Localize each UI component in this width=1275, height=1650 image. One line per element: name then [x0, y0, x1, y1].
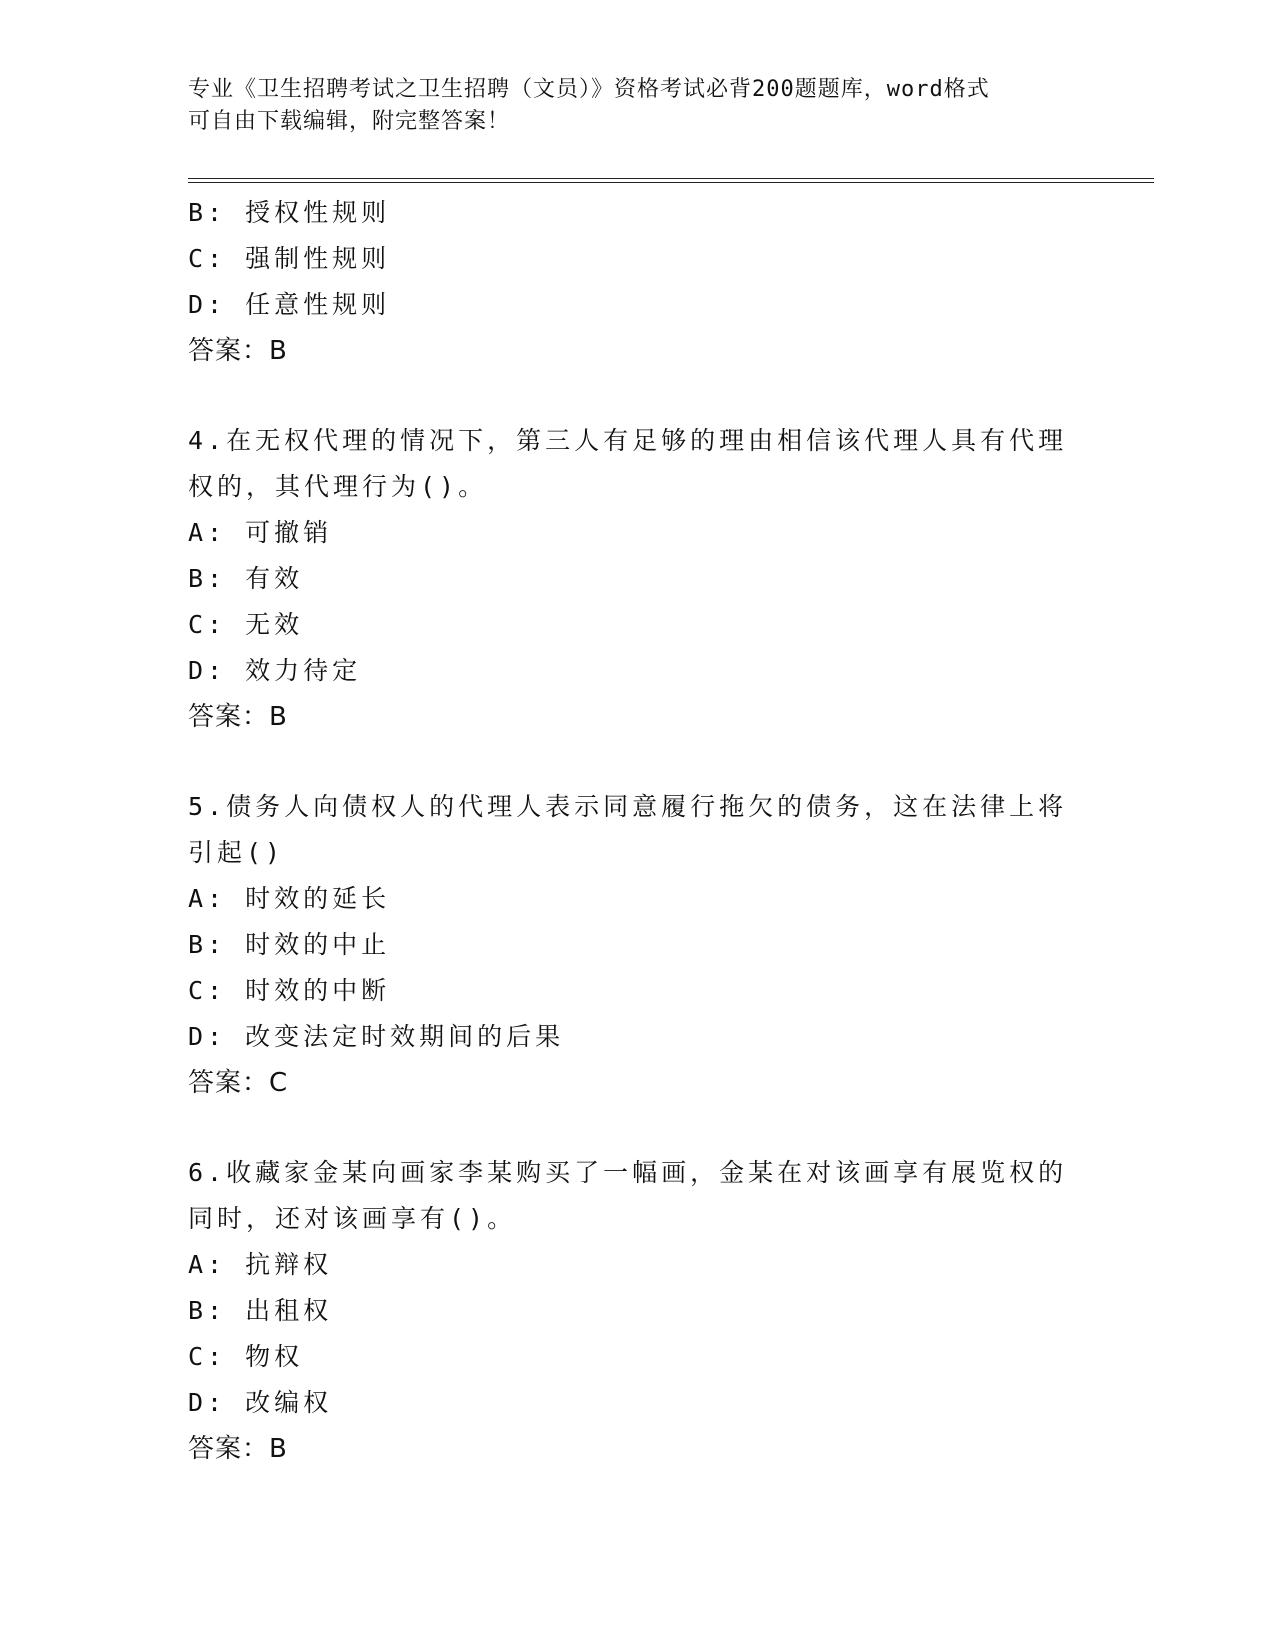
option-d: D: 改变法定时效期间的后果 — [188, 1022, 565, 1051]
option-b: B: 授权性规则 — [188, 198, 391, 227]
option-b: B: 出租权 — [188, 1296, 333, 1325]
option-d: D: 效力待定 — [188, 656, 362, 685]
option-c: C: 物权 — [188, 1342, 304, 1371]
question-4 — [188, 418, 1068, 740]
header-divider — [188, 178, 1154, 183]
answer-line: 答案：B — [188, 702, 288, 732]
question-stem-line-2: 权的，其代理行为()。 — [188, 472, 488, 501]
option-b: B: 时效的中止 — [188, 930, 391, 959]
option-d: D: 改编权 — [188, 1388, 333, 1417]
question-6 — [188, 1150, 1068, 1472]
question-stem-line-1: 5.债务人向债权人的代理人表示同意履行拖欠的债务，这在法律上将 — [188, 792, 1068, 821]
answer-line: 答案：C — [188, 1068, 289, 1098]
question-list — [188, 190, 1068, 1472]
option-c: C: 无效 — [188, 610, 304, 639]
question-stem-line-1: 6.收藏家金某向画家李某购买了一幅画，金某在对该画享有展览权的 — [188, 1158, 1068, 1187]
option-d: D: 任意性规则 — [188, 290, 391, 319]
option-c: C: 强制性规则 — [188, 244, 391, 273]
question-stem-line-1: 4.在无权代理的情况下，第三人有足够的理由相信该代理人具有代理 — [188, 426, 1068, 455]
spacer — [188, 1106, 1068, 1150]
spacer — [188, 740, 1068, 784]
question-stem-line-2: 引起() — [188, 838, 285, 867]
option-a: A: 可撤销 — [188, 518, 333, 547]
option-a: A: 时效的延长 — [188, 884, 391, 913]
header-title-line-2: 可自由下载编辑，附完整答案！ — [188, 109, 511, 134]
option-a: A: 抗辩权 — [188, 1250, 333, 1279]
document-header — [188, 74, 1068, 138]
answer-line: 答案：B — [188, 336, 288, 366]
question-stem-line-2: 同时，还对该画享有()。 — [188, 1204, 517, 1233]
header-title-line-1: 专业《卫生招聘考试之卫生招聘（文员）》资格考试必背200题题库，word格式 — [188, 77, 990, 102]
option-c: C: 时效的中断 — [188, 976, 391, 1005]
question-5 — [188, 784, 1068, 1106]
partial-question — [188, 190, 1068, 374]
option-b: B: 有效 — [188, 564, 304, 593]
spacer — [188, 374, 1068, 418]
answer-line: 答案：B — [188, 1434, 288, 1464]
